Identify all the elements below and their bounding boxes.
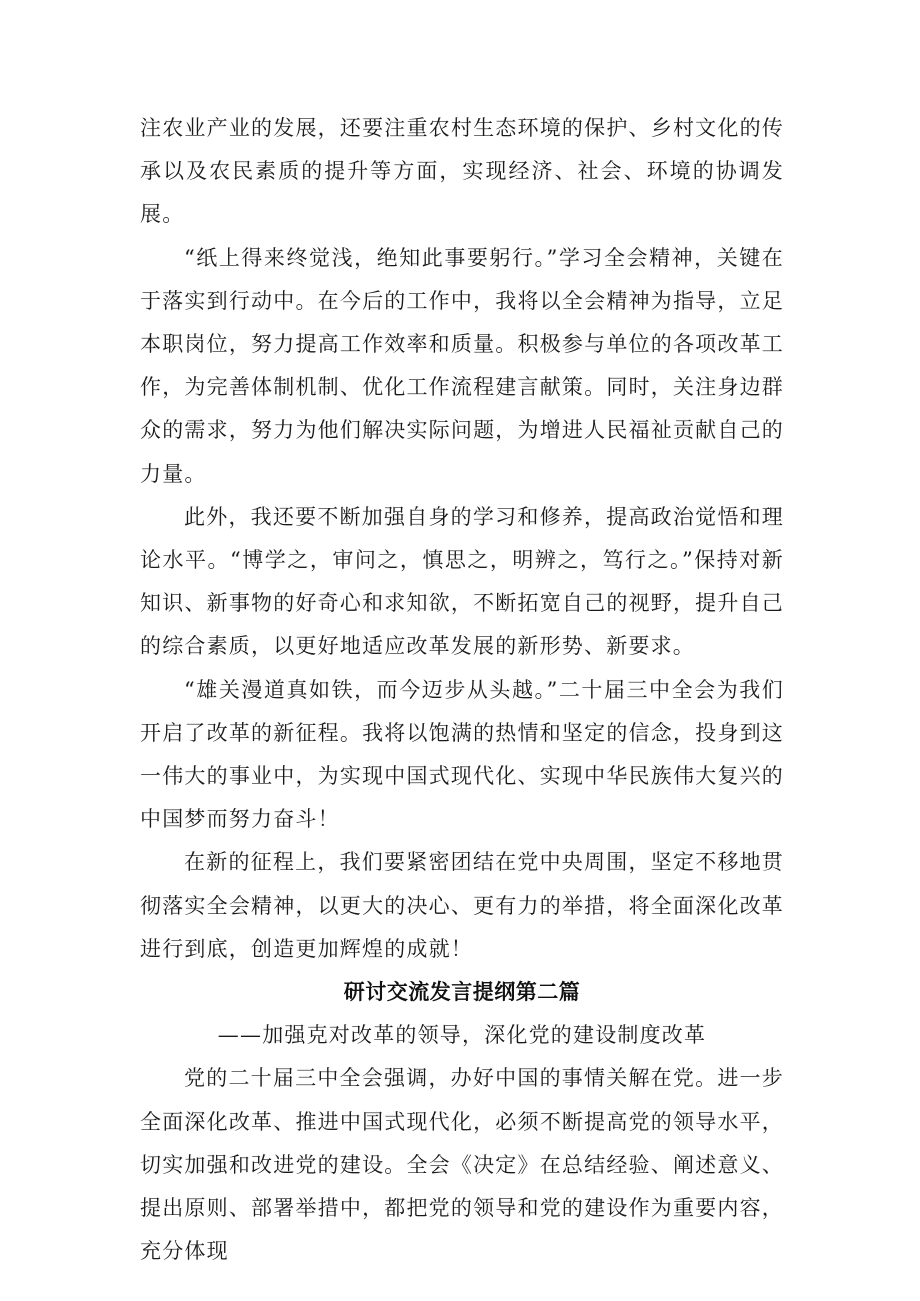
document-body: [140, 107, 784, 1273]
section-subtitle: ——加强克对改革的领导，深化党的建设制度改革: [217, 1023, 707, 1048]
section-heading: 研讨交流发言提纲第二篇: [343, 980, 581, 1005]
body-paragraph: 党的二十届三中全会强调，办好中国的事情关解在党。进一步全面深化改革、推进中国式现代化，必须不断提高党的领导水平，切实加强和改进党的建设。全会《决定》在总结经验、阐述意义、提出原则、部署举措中，都把党的领导和党的建设作为重要内容，充分体现: [140, 1066, 784, 1264]
body-paragraph: 此外，我还要不断加强自身的学习和修养，提高政治觉悟和理论水平。“博学之，审问之，慎思之，明辨之，笃行之。”保持对新知识、新事物的好奇心和求知欲，不断拓宽自己的视野，提升自己的综合素质，以更好地适应改革发展的新形势、新要求。: [140, 504, 784, 659]
body-paragraph: “雄关漫道真如铁，而今迈步从头越。”二十届三中全会为我们开启了改革的新征程。我将以饱满的热情和坚定的信念，投身到这一伟大的事业中，为实现中国式现代化、实现中华民族伟大复兴的中国梦而努力奋斗！: [140, 677, 784, 832]
body-paragraph: 在新的征程上，我们要紧密团结在党中央周围，坚定不移地贯彻落实全会精神，以更大的决心、更有力的举措，将全面深化改革进行到底，创造更加辉煌的成就！: [140, 850, 784, 961]
body-paragraph: “纸上得来终觉浅，绝知此事要躬行。”学习全会精神，关键在于落实到行动中。在今后的工作中，我将以全会精神为指导，立足本职岗位，努力提高工作效率和质量。积极参与单位的各项改革工作，为完善体制机制、优化工作流程建言献策。同时，关注身边群众的需求，努力为他们解决实际问题，为增进人民福祉贡献自己的力量。: [140, 245, 784, 486]
body-paragraph: 注农业产业的发展，还要注重农村生态环境的保护、乡村文化的传承以及农民素质的提升等方面，实现经济、社会、环境的协调发展。: [140, 116, 784, 227]
